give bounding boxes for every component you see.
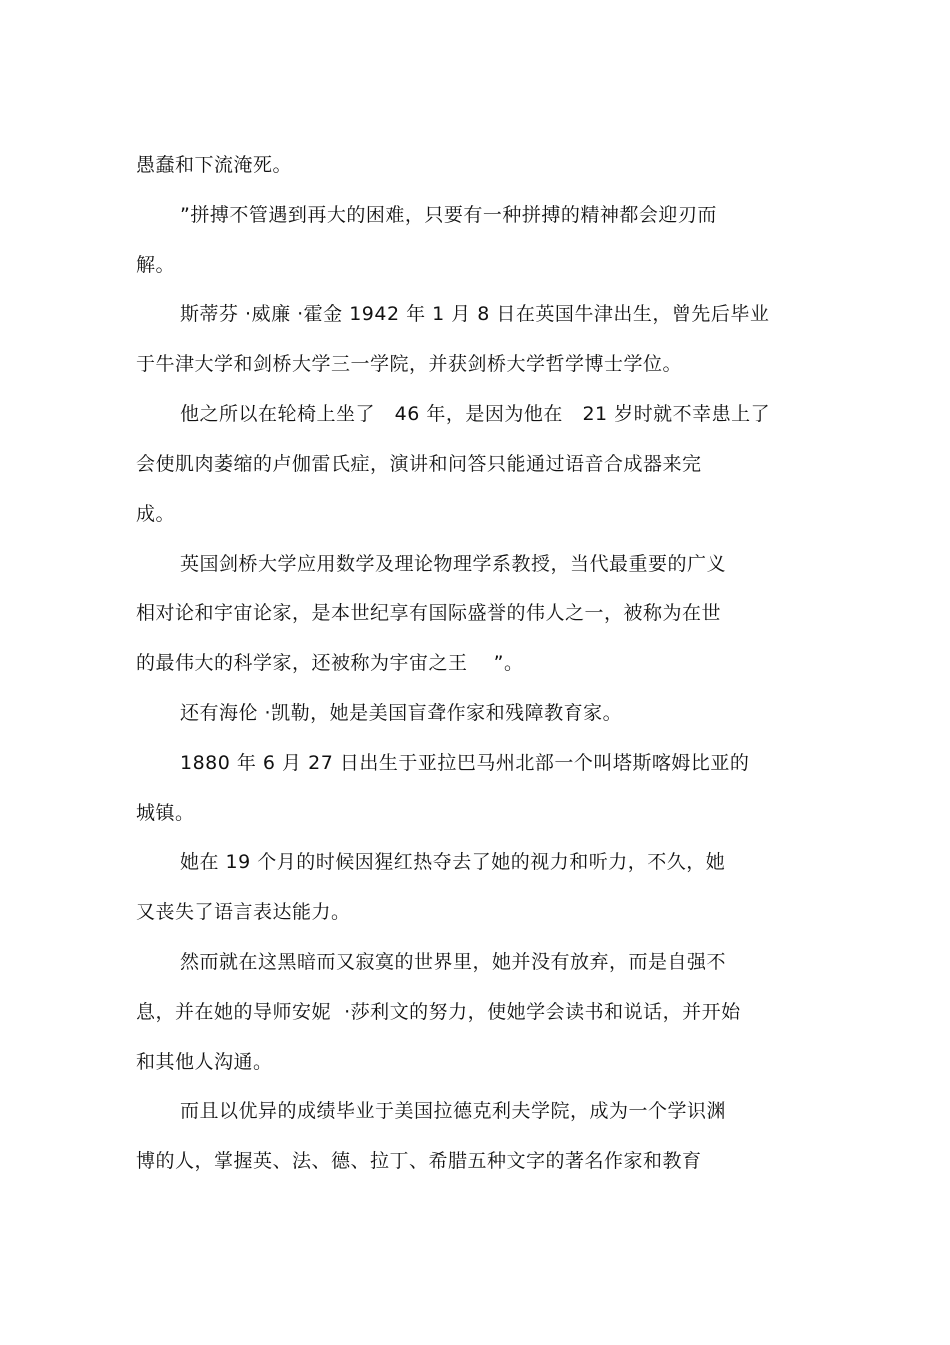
text-line: 又丧失了语言表达能力。 — [136, 901, 351, 923]
text-line: 城镇。 — [136, 802, 195, 824]
text-line: 的最伟大的科学家，还被称为宇宙之王 ”。 — [136, 652, 524, 674]
text-line: 成。 — [136, 503, 176, 525]
text-line: 她在 19 个月的时候因猩红热夺去了她的视力和听力，不久，她 — [180, 851, 726, 873]
text-line: 愚蠢和下流淹死。 — [136, 154, 293, 176]
text-line: 还有海伦 ·凯勒，她是美国盲聋作家和残障教育家。 — [180, 702, 623, 724]
text-line: 解。 — [136, 254, 176, 276]
text-line: 他之所以在轮椅上坐了 46 年，是因为他在 21 岁时就不幸患上了 — [180, 403, 771, 425]
text-line: 而且以优异的成绩毕业于美国拉德克利夫学院，成为一个学识渊 — [180, 1100, 727, 1122]
text-line: 于牛津大学和剑桥大学三一学院，并获剑桥大学哲学博士学位。 — [136, 353, 683, 375]
text-line: 然而就在这黑暗而又寂寞的世界里，她并没有放弃，而是自强不 — [180, 951, 727, 973]
text-line: 1880 年 6 月 27 日出生于亚拉巴马州北部一个叫塔斯喀姆比亚的 — [180, 752, 750, 774]
text-line: 博的人，掌握英、法、德、拉丁、希腊五种文字的著名作家和教育 — [136, 1150, 702, 1172]
text-line: ”拼搏不管遇到再大的困难，只要有一种拼搏的精神都会迎刃而 — [180, 204, 717, 226]
text-line: 和其他人沟通。 — [136, 1051, 273, 1073]
text-line: 息，并在她的导师安妮 ·莎利文的努力，使她学会读书和说话，并开始 — [136, 1001, 741, 1023]
text-line: 会使肌肉萎缩的卢伽雷氏症，演讲和问答只能通过语音合成器来完 — [136, 453, 702, 475]
text-line: 相对论和宇宙论家，是本世纪享有国际盛誉的伟人之一，被称为在世 — [136, 602, 722, 624]
text-line: 斯蒂芬 ·威廉 ·霍金 1942 年 1 月 8 日在英国牛津出生，曾先后毕业 — [180, 303, 770, 325]
text-line: 英国剑桥大学应用数学及理论物理学系教授，当代最重要的广义 — [180, 553, 727, 575]
